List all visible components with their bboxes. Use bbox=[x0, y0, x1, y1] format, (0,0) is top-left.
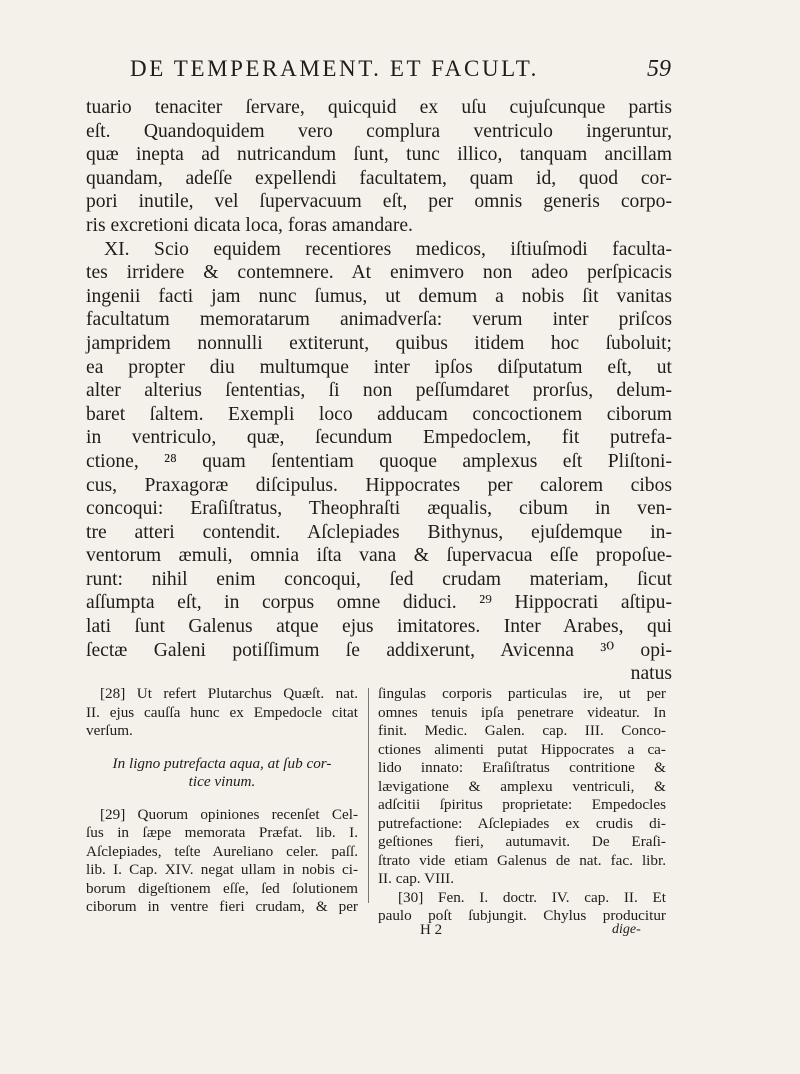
footnote-line: ſingulas corporis particulas ire, ut per bbox=[378, 685, 666, 702]
section-start-line: XI. Scio equidem recentiores medicos, iſtiuſmodi faculta- bbox=[104, 238, 672, 260]
footnote-line: lido innato: Eraſiſtratus contritione & bbox=[378, 759, 666, 776]
footnote-line: omnes tenuis ipſa penetrare videatur. In bbox=[378, 703, 666, 721]
text-line: runt: nihil enim concoqui, ſed crudam materiam, ſicut bbox=[86, 568, 672, 590]
footnote-line: [28] Ut refert Plutarchus Quæſt. nat. bbox=[100, 685, 358, 702]
text-line: cus, Praxagoræ diſcipulus. Hippocrates per calorem cibos bbox=[86, 474, 672, 496]
footnote-line: II. cap. VIII. bbox=[378, 870, 455, 887]
signature-mark: H 2 bbox=[420, 922, 443, 938]
text-line: ris excretioni dicata loca, foras amandare. bbox=[86, 214, 413, 236]
final-text-line: natus bbox=[630, 663, 672, 685]
text-line: ingenii facti jam nunc ſumus, ut demum a nobis ſit vanitas bbox=[86, 285, 672, 307]
text-line: eſt. Quandoquidem vero complura ventriculo ingeruntur, bbox=[86, 120, 672, 142]
footnote-line: ſtrato vide etiam Galenus de nat. fac. libr. bbox=[378, 851, 666, 869]
text-line: jampridem nonnulli extiterunt, quibus itidem hoc ſuboluit; bbox=[86, 332, 672, 354]
footnote-line: adſcitii ſpiritus proprietate: Empedocles bbox=[378, 796, 666, 813]
text-line: pori inutile, vel ſupervacuum eſt, per omnis generis corpo- bbox=[86, 191, 672, 213]
footnote-line: lævigatione & amplexu ventriculi, & bbox=[378, 777, 666, 795]
text-line: ea propter diu multumque inter ipſos diſputatum eſt, ut bbox=[86, 356, 672, 378]
main-text bbox=[86, 96, 672, 686]
footnote-quote-line: tice vinum. bbox=[188, 773, 256, 790]
footnote-line: Aſclepiades, teſte Aureliano celer. paſſ. bbox=[86, 842, 358, 860]
page-header bbox=[80, 54, 680, 88]
text-line: quandam, adeſſe expellendi facultatem, quam id, quod cor- bbox=[86, 167, 672, 189]
footnote-line: ctiones alimenti putat Hippocrates a ca- bbox=[378, 740, 666, 758]
footnote-quote-line: In ligno putrefacta aqua, at ſub cor- bbox=[112, 754, 332, 772]
text-line: tre atteri contendit. Aſclepiades Bithynus, ejuſdemque in- bbox=[86, 521, 672, 543]
column-divider bbox=[368, 688, 369, 903]
text-line: tuario tenaciter ſervare, quicquid ex uſu cujuſcunque partis bbox=[86, 97, 672, 118]
catchword: dige- bbox=[612, 922, 641, 937]
text-line: facultatum memoratarum animadverſa: verum inter priſcos bbox=[86, 309, 672, 331]
text-line: alter alterius ſententias, ſi non peſſumdaret prorſus, delum- bbox=[86, 380, 672, 402]
text-line: ſectæ Galeni potiſſimum ſe addixerunt, Avicenna ³⁰ opi- bbox=[86, 639, 672, 661]
footnote-line: finit. Medic. Galen. cap. III. Conco- bbox=[378, 722, 666, 739]
footnotes-left-column bbox=[86, 685, 358, 917]
footnote-line: ciborum in ventre fieri crudam, & per bbox=[86, 898, 358, 915]
text-line: tes irridere & contemnere. At enimvero non adeo perſpicacis bbox=[86, 262, 672, 284]
footnote-line: putrefactione: Aſclepiades ex crudis di- bbox=[378, 814, 666, 832]
footnote-line: paulo poſt ſubjungit. Chylus producitur bbox=[378, 907, 666, 924]
footnote-line: lib. I. Cap. XIV. negat ullam in nobis ci- bbox=[86, 861, 358, 878]
footnote-line: [29] Quorum opiniones recenſet Cel- bbox=[100, 805, 358, 823]
text-line: ctione, ²⁸ quam ſententiam quoque amplexus eſt Pliſtoni- bbox=[86, 450, 672, 472]
footnote-line: geſtiones fieri, autumavit. De Eraſi- bbox=[378, 833, 666, 850]
text-line: in ventriculo, quæ, ſecundum Empedoclem, fit putrefa- bbox=[86, 427, 672, 449]
text-line: quæ inepta ad nutricandum ſunt, tunc illico, tanquam ancillam bbox=[86, 144, 672, 166]
footnotes-right-column bbox=[378, 685, 666, 926]
footnote-line: ſus in ſæpe memorata Præfat. lib. I. bbox=[86, 824, 358, 841]
text-line: baret ſaltem. Exempli loco adducam concoctionem ciborum bbox=[86, 403, 672, 425]
footnote-line: verſum. bbox=[86, 722, 133, 739]
footnote-line: [30] Fen. I. doctr. IV. cap. II. Et bbox=[398, 888, 666, 906]
spacer bbox=[86, 792, 358, 806]
page-number: 59 bbox=[647, 56, 671, 82]
footnote-line: borum digeſtionem eſſe, ſed ſolutionem bbox=[86, 879, 358, 897]
footnote-line: II. ejus cauſſa hunc ex Empedocle citat bbox=[86, 703, 358, 721]
spacer bbox=[86, 741, 358, 755]
text-line: concoqui: Eraſiſtratus, Theophraſti æqualis, cibum in ven- bbox=[86, 498, 672, 520]
text-line: aſſumpta eſt, in corpus omne diduci. ²⁹ Hippocrati aſtipu- bbox=[86, 592, 672, 614]
text-line: lati ſunt Galenus atque ejus imitatores. Inter Arabes, qui bbox=[86, 616, 672, 638]
text-line: ventorum æmuli, omnia iſta vana & ſupervacua eſſe propoſue- bbox=[86, 545, 672, 567]
running-title: DE TEMPERAMENT. ET FACULT. bbox=[130, 56, 539, 81]
